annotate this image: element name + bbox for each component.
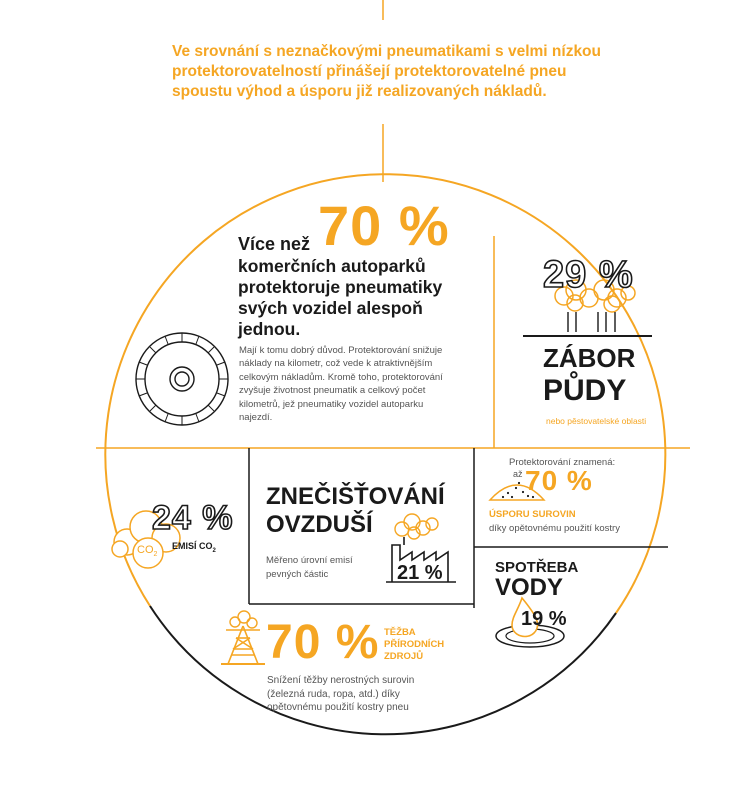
materials-body: díky opětovnému použití kostry xyxy=(489,523,620,534)
water-title-line1: SPOTŘEBA xyxy=(495,559,579,576)
mining-label xyxy=(384,627,444,663)
fleet-body-line: Mají k tomu dobrý důvod. Protektorování snižuje xyxy=(239,345,443,356)
emissions-label-text: EMISÍ CO xyxy=(172,541,213,551)
fleet-percentage: 70 % xyxy=(318,194,450,257)
water-percentage: 19 % xyxy=(521,608,567,630)
mining-label-line: PŘÍRODNÍCH xyxy=(384,639,445,650)
emissions-percentage: 24 % xyxy=(152,499,234,537)
emissions-label-subscript: 2 xyxy=(212,547,216,554)
mining-label-line: ZDROJŮ xyxy=(384,651,424,662)
oil-derrick-icon xyxy=(221,611,265,664)
fleet-headline-line: jednou. xyxy=(238,319,301,339)
fleet-headline-line: protektoruje pneumatiky xyxy=(238,277,443,297)
fleet-body-line: zvyšuje životnost pneumatik a celkový počet xyxy=(239,385,426,397)
mining-percentage: 70 % xyxy=(266,616,380,669)
fleet-body-line: najezdí. xyxy=(239,412,273,424)
air-title-line2: OVZDUŠÍ xyxy=(266,511,373,538)
co2-cloud-label xyxy=(137,544,157,558)
intro-text xyxy=(172,42,672,102)
materials-percentage: 70 % xyxy=(525,465,593,496)
air-title-line1: ZNEČIŠŤOVÁNÍ xyxy=(266,483,445,510)
materials-label: ÚSPORU SUROVIN xyxy=(489,509,576,520)
intro-line: spoustu výhod a úsporu již realizovaných nákladů. xyxy=(172,83,547,100)
mining-body-line: Snížení těžby nerostných surovin xyxy=(267,675,415,686)
land-title-line2: PŮDY xyxy=(543,374,627,407)
land-title-line1: ZÁBOR xyxy=(543,343,636,373)
land-percentage: 29 % xyxy=(543,254,634,296)
materials-intro: Protektorování znamená: xyxy=(509,457,616,468)
co2-cloud-subscript: 2 xyxy=(153,551,158,559)
mining-body-line: (železná ruda, ropa, atd.) díky xyxy=(267,688,400,700)
fleet-prefix: Více než xyxy=(238,234,311,254)
air-body-line: Měřeno úrovní emisí xyxy=(266,555,353,566)
air-body xyxy=(266,554,353,581)
fleet-headline-line: komerčních autoparků xyxy=(238,256,426,276)
emissions-label xyxy=(172,541,216,554)
fleet-body-line: kilometrů, jež pneumatiky vozidel autoparku xyxy=(239,398,424,410)
mining-body-line: opětovnému použití kostry pneu xyxy=(267,702,409,713)
fleet-body xyxy=(239,344,443,424)
co2-cloud-text: CO xyxy=(137,544,154,556)
mining-body xyxy=(267,674,414,715)
air-percentage: 21 % xyxy=(397,562,443,584)
water-title-line2: VODY xyxy=(495,574,564,601)
land-note: nebo pěstovatelské oblasti xyxy=(546,416,647,426)
tire-icon xyxy=(136,333,228,425)
materials-prefix: až xyxy=(513,469,523,479)
air-body-line: pevných částic xyxy=(266,568,329,580)
mining-label-line: TĚŽBA xyxy=(384,627,416,638)
fleet-body-line: náklady na kilometr, což vede k atraktivnějším xyxy=(239,358,433,370)
fleet-headline-line: svých vozidel alespoň xyxy=(238,298,423,318)
fleet-headline xyxy=(238,256,442,340)
intro-line: Ve srovnání s neznačkovými pneumatikami s velmi nízkou xyxy=(172,43,601,60)
intro-line: protektorovatelností přinášejí protektorovatelné pneu xyxy=(172,63,567,80)
fleet-body-line: celkovým nákladům. Kromě toho, protektorování xyxy=(239,371,443,383)
